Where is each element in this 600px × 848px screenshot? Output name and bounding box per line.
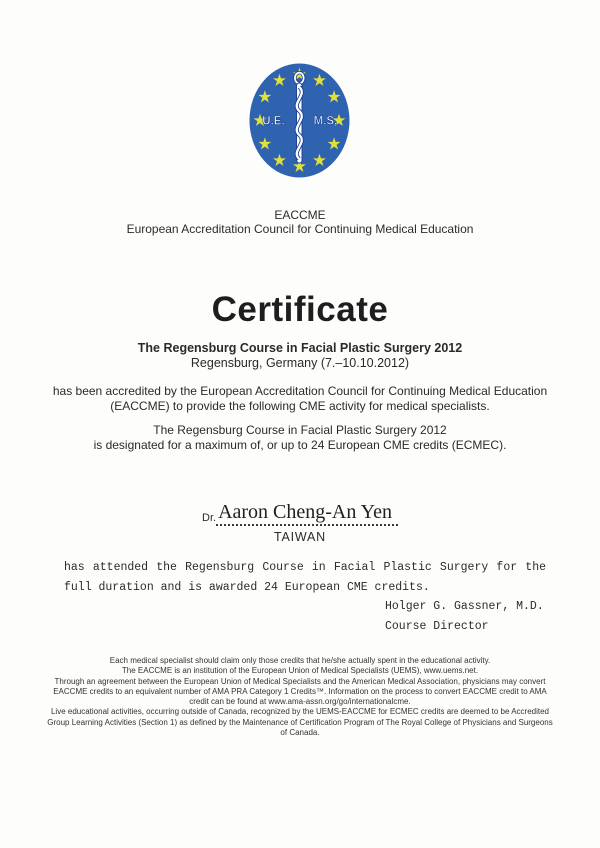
course-location-date: Regensburg, Germany (7.–10.10.2012) bbox=[190, 356, 410, 370]
org-header bbox=[0, 209, 600, 236]
designation-line: is designated for a maximum of, or up to 24 European CME credits (ECMEC). bbox=[93, 437, 507, 452]
signer-title: Course Director bbox=[385, 619, 489, 633]
designation-line: The Regensburg Course in Facial Plastic Surgery 2012 bbox=[153, 423, 447, 437]
fine-print-line: Each medical specialist should claim only those credits that he/she actually spent in the educational activity. bbox=[109, 656, 491, 665]
course-block bbox=[0, 341, 600, 371]
signer-name: Holger G. Gassner, M.D. bbox=[385, 600, 544, 613]
accreditation-paragraph bbox=[0, 384, 600, 413]
uems-logo bbox=[247, 62, 351, 179]
course-name: The Regensburg Course in Facial Plastic Surgery 2012 bbox=[137, 341, 463, 355]
designation-paragraph bbox=[0, 423, 600, 452]
fine-print-line: The EACCME is an institution of the European Union of Medical Specialists (UEMS), www.uems.net. bbox=[121, 666, 479, 676]
fine-print-line: EACCME credits to an equivalent number of AMA PRA Category 1 Credits™. Information on the process to convert EACCME credit to AMA bbox=[53, 686, 547, 696]
fine-print-line: credit can be found at www.ama-assn.org/go/internationalcme. bbox=[189, 697, 411, 707]
attendance-line: full duration and is awarded 24 European CME credits. bbox=[64, 580, 430, 594]
fine-print bbox=[30, 656, 570, 738]
attendance-line: has attended the Regensburg Course in Facial Plastic Surgery for the bbox=[64, 561, 546, 574]
fine-print-line: of Canada. bbox=[280, 728, 320, 738]
asclepius-staff-icon bbox=[295, 73, 304, 163]
uems-emblem-icon bbox=[247, 62, 351, 179]
recipient-name: Aaron Cheng-An Yen bbox=[216, 501, 398, 526]
logo-ms-text: M.S. bbox=[313, 115, 338, 128]
fine-print-line: Through an agreement between the European Union of Medical Specialists and the American Medical Association, physicians may convert bbox=[54, 676, 546, 686]
accreditation-line: (EACCME) to provide the following CME activity for medical specialists. bbox=[110, 398, 490, 413]
certificate-title: Certificate bbox=[211, 290, 389, 329]
org-full-name: European Accreditation Council for Continuing Medical Education bbox=[126, 221, 474, 236]
recipient-country: TAIWAN bbox=[273, 530, 327, 544]
recipient-prefix: Dr. bbox=[202, 512, 217, 524]
attendance-statement bbox=[64, 558, 546, 636]
logo-ue-text: U.E. bbox=[262, 115, 285, 128]
fine-print-line: Live educational activities, occurring outside of Canada, recognized by the UEMS-EACCME for ECMEC credits are deemed to be Accredited bbox=[50, 707, 550, 717]
recipient-name-row bbox=[202, 501, 398, 526]
org-abbreviation: EACCME bbox=[274, 208, 326, 222]
accreditation-line: has been accredited by the European Accreditation Council for Continuing Medical Education bbox=[52, 384, 548, 398]
fine-print-line: Group Learning Activities (Section 1) as defined by the Maintenance of Certification Program of The Royal College of Physicians and Surgeons bbox=[47, 717, 553, 727]
recipient-block bbox=[0, 501, 600, 544]
